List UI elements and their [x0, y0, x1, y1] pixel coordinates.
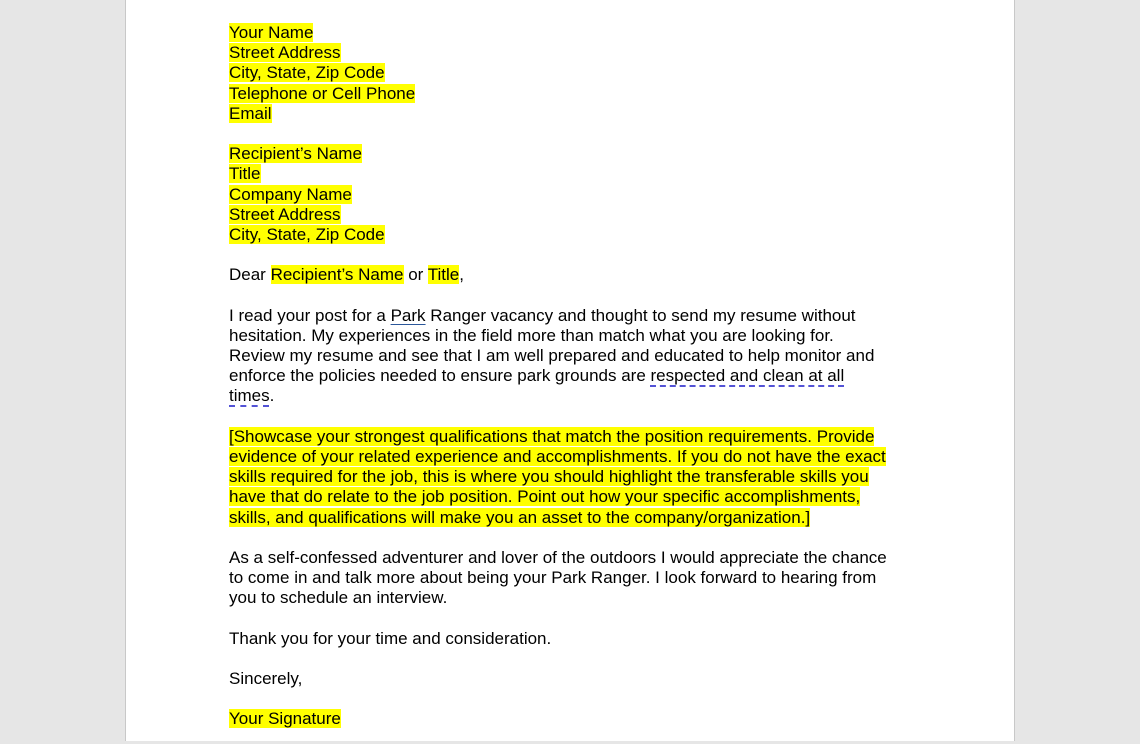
paragraph-closing: As a self-confessed adventurer and lover of the outdoors I would appreciate the chance to come in and talk more about being your Park Ranger. I look forward to hearing from you to schedule an interview. [229, 547, 887, 608]
recipient-street: Street Address [229, 204, 341, 224]
salutation-title: Title [427, 265, 460, 285]
closing-thanks: Thank you for your time and consideration. [229, 628, 552, 648]
sender-email: Email [229, 103, 272, 123]
paragraph-intro: I read your post for a Park Ranger vacancy and thought to send my resume without hesitation. My experiences in the field more than match what you are looking for. Review my resume and see that I am well prepared and educated to help monitor and enforce the policies needed to ensure park grounds are respected and clean at all times. [229, 305, 875, 406]
sender-name: Your Name [229, 23, 314, 42]
paragraph-qualifications-placeholder: [Showcase your strongest qualifications that match the position requirements. Provide evidence of your related experience and accomplishments. If you do not have the exact skills required for the job, this is where you should highlight the transferable skills you have that do relate to the job position. Point out how your specific accomplishments, skills, and qualifications will make you an asset to the company/organization.] [229, 426, 886, 527]
salutation-recipient-name: Recipient’s Name [270, 265, 404, 285]
recipient-name: Recipient’s Name [229, 144, 362, 164]
signature: Your Signature [229, 709, 341, 729]
sender-block [229, 23, 929, 124]
letter-body[interactable] [229, 23, 929, 730]
sender-phone: Telephone or Cell Phone [229, 83, 416, 103]
grammar-flag[interactable]: respected and clean at all [650, 366, 845, 386]
sign-off: Sincerely, [229, 669, 303, 688]
recipient-company: Company Name [229, 184, 352, 204]
recipient-title: Title [229, 164, 261, 184]
park-link[interactable]: Park [390, 305, 426, 325]
grammar-flag-continued[interactable]: times [229, 386, 270, 406]
recipient-city-state-zip: City, State, Zip Code [229, 224, 385, 244]
salutation: Dear Recipient’s Name or Title, [229, 265, 464, 285]
sender-street: Street Address [229, 43, 341, 63]
recipient-block [229, 144, 929, 245]
sender-city-state-zip: City, State, Zip Code [229, 63, 385, 83]
